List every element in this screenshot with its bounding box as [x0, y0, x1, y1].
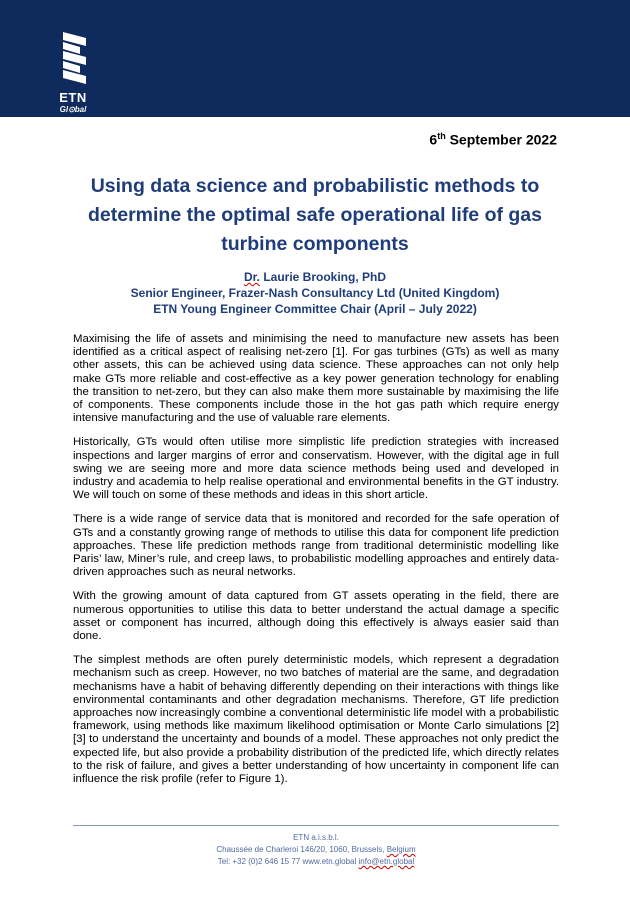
footer-address — [73, 844, 559, 856]
footer-email-link[interactable]: info@etn.global — [358, 857, 415, 866]
article-body — [73, 333, 559, 797]
paragraph: The simplest methods are often purely deterministic models, which represent a degradation mechanism such as creep. However, no two batches of material are the same, and degradation mechanisms have a habit of behaving differently depending on their interactions with things like environmental contaminants and other degradation mechanisms. Therefore, GT life prediction approaches now increasingly combine a conventional deterministic life model with a probabilistic framework, using methods like maximum likelihood optimisation or Monte Carlo simulations [2] [3] to understand the uncertainty and bounds of a model. These approaches not only predict the expected life, but also provide a probability distribution of the predicted life, which directly relates to the risk of failure, and gives a better understanding of how uncertainty in component life can influence the risk profile (refer to Figure 1). — [73, 654, 559, 786]
date-day: 6 — [429, 131, 438, 148]
footer-address-country: Belgium — [386, 845, 416, 854]
document-date — [429, 131, 557, 148]
footer-contact — [73, 856, 559, 868]
footer-org: ETN a.i.s.b.l. — [293, 833, 339, 842]
date-rest: September 2022 — [449, 131, 557, 148]
page-header — [0, 0, 630, 117]
paragraph: Historically, GTs would often utilise more simplistic life prediction strategies with increased inspections and larger margins of error and conservatism. However, with the digital age in full swing we are seeing more and more data science methods being used and developed in industry and academia to help realise operational and environmental benefits in the GT industry. We will touch on some of these methods and ideas in this short article. — [73, 436, 559, 502]
paragraph: Maximising the life of assets and minimising the need to manufacture new assets has been identified as a critical aspect of realising net-zero [1]. For gas turbines (GTs) as well as many other assets, this can be achieved using data science. These approaches can not only help make GTs more reliable and cost-effective as a key power generation technology for enabling the transition to net-zero, but they can also make them more sustainable by maximising the life of components. These components include those in the hot gas path which require energy intensive manufacturing and the use of valuable rare elements. — [73, 333, 559, 425]
etn-logo-icon — [50, 30, 96, 88]
page-footer — [73, 832, 559, 868]
paragraph: There is a wide range of service data that is monitored and recorded for the safe operation of GTs and a constantly growing range of methods to utilise this data for component life prediction approaches. These life prediction methods range from traditional deterministic modelling like Paris’ law, Miner’s rule, and creep laws, to probabilistic modelling approaches and entirely data-driven approaches such as neural networks. — [73, 513, 559, 579]
author-prefix: Dr. — [243, 270, 260, 284]
footer-phone-web[interactable]: Tel: +32 (0)2 646 15 77 www.etn.global — [217, 857, 357, 866]
logo-brand: ETN — [59, 90, 87, 105]
etn-logo — [50, 30, 96, 115]
author-committee: ETN Young Engineer Committee Chair (April – July 2022) — [153, 302, 477, 316]
footer-address-street: Chaussée de Charleroi 146/20, 1060, Brussels, — [216, 845, 385, 854]
author-block — [70, 269, 560, 317]
paragraph: With the growing amount of data captured from GT assets operating in the field, there are numerous opportunities to utilise this data to better understand the actual damage a specific asset or component has incurred, although doing this effectively is always easier said than done. — [73, 590, 559, 643]
date-suffix: th — [437, 131, 446, 141]
footer-divider — [73, 825, 559, 826]
author-name-line — [70, 269, 560, 285]
document-title: Using data science and probabilistic methods to determine the optimal safe operational life of gas turbine components — [87, 175, 542, 255]
logo-brand-sub: Gl⊙bal — [59, 105, 87, 114]
author-name: Laurie Brooking, PhD — [263, 270, 387, 284]
author-role: Senior Engineer, Frazer-Nash Consultancy Ltd (United Kingdom) — [130, 286, 500, 300]
